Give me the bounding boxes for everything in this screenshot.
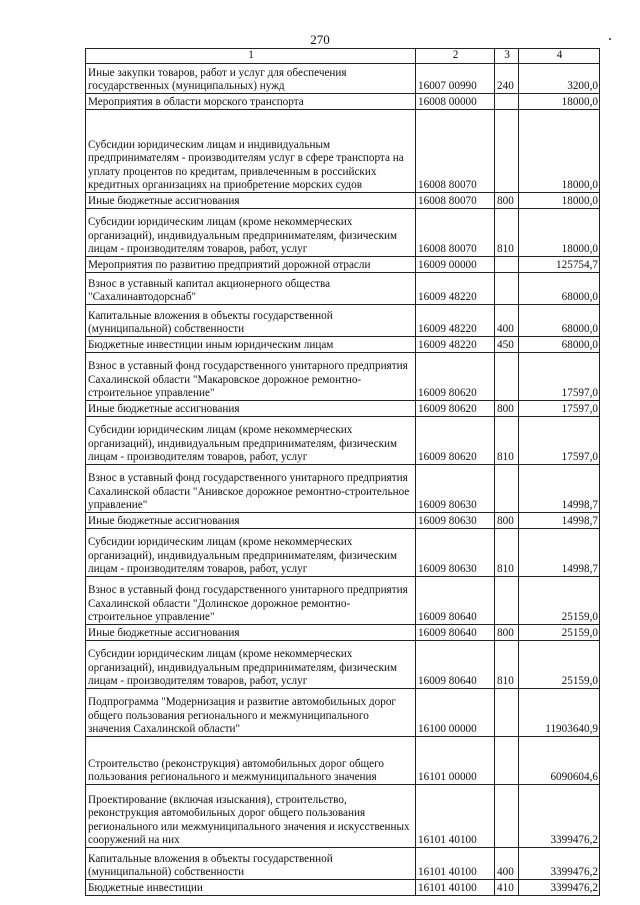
row-name-cell: Субсидии юридическим лицам (кроме некоммерческих организаций), индивидуальным предпринимателям, физическим лицам - производителям товаров, работ, услуг [86,209,416,257]
budget-table [85,48,600,896]
row-type-cell: 800 [495,625,519,641]
row-type-cell: 810 [495,529,519,577]
row-sum-cell: 25159,0 [519,641,600,689]
row-name-cell: Субсидии юридическим лицам и индивидуальным предпринимателям - производителям услуг в сфере транспорта на уплату процентов по кредитам, привлеченным в российских кредитных организациях на приобретение морских судов [86,110,416,193]
row-sum-cell: 3399476,2 [519,848,600,880]
header-col-1: 1 [86,49,416,64]
row-name-cell: Взнос в уставный фонд государственного унитарного предприятия Сахалинской области "Анивское дорожное ремонтно-строительное управление" [86,465,416,513]
row-sum-cell: 17597,0 [519,401,600,417]
table-row [86,305,600,337]
row-name-cell: Капитальные вложения в объекты государственной (муниципальной) собственности [86,305,416,337]
row-code-cell: 16009 80640 [416,625,495,641]
row-code-cell: 16101 40100 [416,880,495,896]
row-type-cell: 450 [495,337,519,353]
row-name-cell: Бюджетные инвестиции [86,880,416,896]
row-code-cell: 16009 80630 [416,513,495,529]
row-name-cell: Мероприятия по развитию предприятий дорожной отрасли [86,257,416,273]
row-name-cell: Иные бюджетные ассигнования [86,193,416,209]
table-row [86,880,600,896]
table-row [86,401,600,417]
row-sum-cell: 3399476,2 [519,880,600,896]
row-name-cell: Мероприятия в области морского транспорта [86,94,416,110]
row-code-cell: 16008 80070 [416,209,495,257]
row-name-cell: Взнос в уставный капитал акционерного общества "Сахалинавтодорснаб" [86,273,416,305]
row-code-cell: 16007 00990 [416,64,495,94]
row-code-cell: 16009 80620 [416,401,495,417]
row-type-cell [495,110,519,193]
row-sum-cell: 6090604,6 [519,737,600,785]
row-type-cell [495,273,519,305]
row-name-cell: Субсидии юридическим лицам (кроме некоммерческих организаций), индивидуальным предпринимателям, физическим лицам - производителям товаров, работ, услуг [86,417,416,465]
table-body [86,49,600,896]
row-sum-cell: 14998,7 [519,513,600,529]
row-type-cell: 410 [495,880,519,896]
row-code-cell: 16008 80070 [416,110,495,193]
table-row [86,353,600,401]
row-code-cell: 16009 80630 [416,529,495,577]
table-row [86,513,600,529]
row-type-cell [495,689,519,737]
page-number: 270 [310,32,330,47]
table-row [86,785,600,848]
row-code-cell: 16009 00000 [416,257,495,273]
row-name-cell: Иные закупки товаров, работ и услуг для обеспечения государственных (муниципальных) нужд [86,64,416,94]
row-name-cell: Иные бюджетные ассигнования [86,401,416,417]
row-sum-cell: 17597,0 [519,353,600,401]
row-sum-cell: 3200,0 [519,64,600,94]
row-sum-cell: 18000,0 [519,193,600,209]
row-code-cell: 16009 80620 [416,417,495,465]
table-row [86,529,600,577]
table-row [86,209,600,257]
table-header-row [86,49,600,64]
row-code-cell: 16009 48220 [416,305,495,337]
row-sum-cell: 11903640,9 [519,689,600,737]
row-type-cell [495,465,519,513]
row-name-cell: Иные бюджетные ассигнования [86,625,416,641]
row-code-cell: 16009 80630 [416,465,495,513]
row-name-cell: Взнос в уставный фонд государственного унитарного предприятия Сахалинской области "Макаровское дорожное ремонтно-строительное управление" [86,353,416,401]
row-type-cell: 810 [495,209,519,257]
row-type-cell: 800 [495,193,519,209]
row-code-cell: 16008 80070 [416,193,495,209]
table-row [86,848,600,880]
table-row [86,337,600,353]
row-code-cell: 16009 48220 [416,337,495,353]
row-type-cell: 810 [495,417,519,465]
header-col-2: 2 [416,49,495,64]
row-sum-cell: 68000,0 [519,305,600,337]
row-name-cell: Взнос в уставный фонд государственного унитарного предприятия Сахалинской области "Долинское дорожное ремонтно-строительное управление" [86,577,416,625]
row-code-cell: 16008 00000 [416,94,495,110]
row-sum-cell: 14998,7 [519,465,600,513]
header-col-4: 4 [519,49,600,64]
row-name-cell: Бюджетные инвестиции иным юридическим лицам [86,337,416,353]
table-row [86,417,600,465]
table-row [86,273,600,305]
row-code-cell: 16009 80640 [416,641,495,689]
table-row [86,625,600,641]
table-row [86,193,600,209]
row-type-cell: 400 [495,305,519,337]
row-sum-cell: 3399476,2 [519,785,600,848]
row-sum-cell: 18000,0 [519,110,600,193]
row-sum-cell: 25159,0 [519,625,600,641]
row-name-cell: Субсидии юридическим лицам (кроме некоммерческих организаций), индивидуальным предпринимателям, физическим лицам - производителям товаров, работ, услуг [86,529,416,577]
table-row [86,94,600,110]
row-type-cell: 800 [495,513,519,529]
row-type-cell [495,737,519,785]
row-name-cell: Субсидии юридическим лицам (кроме некоммерческих организаций), индивидуальным предпринимателям, физическим лицам - производителям товаров, работ, услуг [86,641,416,689]
table-row [86,641,600,689]
row-name-cell: Подпрограмма "Модернизация и развитие автомобильных дорог общего пользования регионального и межмуниципального значения Сахалинской области" [86,689,416,737]
row-type-cell: 810 [495,641,519,689]
row-type-cell: 240 [495,64,519,94]
row-sum-cell: 14998,7 [519,529,600,577]
row-code-cell: 16009 80640 [416,577,495,625]
row-sum-cell: 17597,0 [519,417,600,465]
table-row [86,257,600,273]
row-name-cell: Иные бюджетные ассигнования [86,513,416,529]
row-type-cell [495,257,519,273]
row-code-cell: 16101 40100 [416,785,495,848]
row-type-cell [495,94,519,110]
table-row [86,465,600,513]
row-type-cell [495,785,519,848]
table-row [86,689,600,737]
row-type-cell [495,577,519,625]
row-code-cell: 16009 48220 [416,273,495,305]
row-code-cell: 16009 80620 [416,353,495,401]
scan-speck [609,38,611,40]
row-sum-cell: 125754,7 [519,257,600,273]
row-type-cell: 800 [495,401,519,417]
row-name-cell: Проектирование (включая изыскания), строительство, реконструкция автомобильных дорог общего пользования регионального или межмуниципального значения и искусственных сооружений на них [86,785,416,848]
row-code-cell: 16100 00000 [416,689,495,737]
header-col-3: 3 [495,49,519,64]
row-sum-cell: 18000,0 [519,94,600,110]
table-row [86,64,600,94]
table-row [86,110,600,193]
row-type-cell [495,353,519,401]
table-row [86,737,600,785]
row-sum-cell: 68000,0 [519,273,600,305]
row-type-cell: 400 [495,848,519,880]
row-code-cell: 16101 40100 [416,848,495,880]
row-sum-cell: 18000,0 [519,209,600,257]
table-row [86,577,600,625]
row-sum-cell: 25159,0 [519,577,600,625]
row-sum-cell: 68000,0 [519,337,600,353]
row-name-cell: Строительство (реконструкция) автомобильных дорог общего пользования регионального и межмуниципального значения [86,737,416,785]
row-name-cell: Капитальные вложения в объекты государственной (муниципальной) собственности [86,848,416,880]
row-code-cell: 16101 00000 [416,737,495,785]
